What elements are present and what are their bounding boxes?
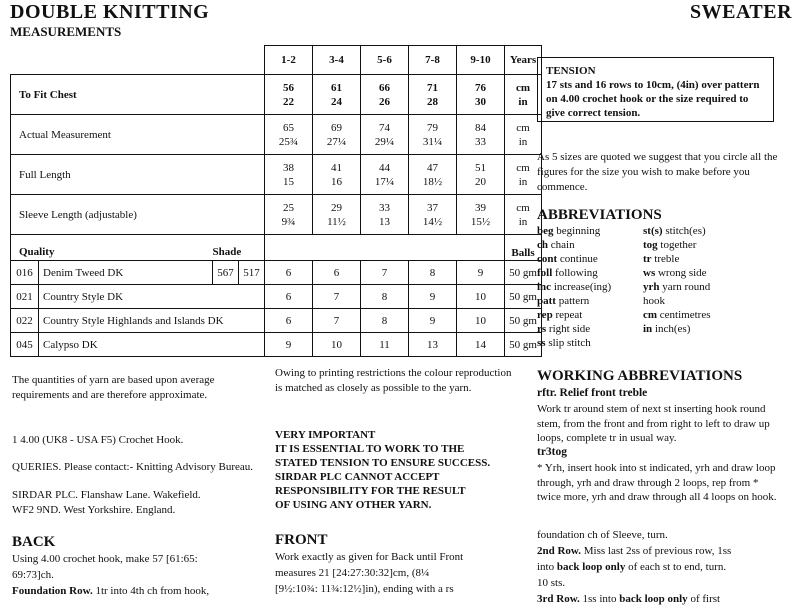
row-label: Actual Measurement [11,115,265,155]
list-item: foll following ws wrong side [537,267,707,279]
hook-note: 1 4.00 (UK8 - USA F5) Crochet Hook. [12,434,184,446]
size-header: 1-2 [265,46,313,75]
back-instructions: Using 4.00 crochet hook, make 57 [61:65: 69:73]ch. Foundation Row. 1tr into 4th ch from hook, [12,553,210,597]
rftr-title: rftr. Relief front treble [537,387,648,399]
years-header: Years [505,46,542,75]
table-row: 021 Country Style DK 6 7 8 9 10 50 gm [11,285,542,309]
address-line: SIRDAR PLC. Flanshaw Lane. Wakefield. [12,489,201,501]
sleeve-instructions: foundation ch of Sleeve, turn. 2nd Row. Miss last 2ss of previous row, 1ss into back loop only of each st to end, turn. 10 sts. 3rd Row. 1ss into back loop only of first [537,529,732,605]
list-item: inc increase(ing) yrh yarn round [537,281,711,293]
abbreviations-list [537,224,787,350]
garment-title: SWEATER [690,1,793,23]
tr3tog-title: tr3tog [537,446,568,458]
list-item: cont continue tr treble [537,253,680,265]
front-title: FRONT [275,532,328,548]
back-title: BACK [12,534,56,550]
row-label: Sleeve Length (adjustable) [11,195,265,235]
important-notice: VERY IMPORTANT IT IS ESSENTIAL TO WORK TO THE STATED TENSION TO ENSURE SUCCESS. SIRDAR PLC CANNOT ACCEPT RESPONSIBILITY FOR THE RESULT OF USING ANY OTHER YARN. [275,429,491,511]
tension-box [537,57,774,122]
tr3tog-body: * Yrh, insert hook into st indicated, yrh and draw loop through, yrh and draw through 2 loops, rep from * twice more, yrh and draw through all 4 loops on hook. [537,462,777,503]
table-row: Sleeve Length (adjustable) 25 9¾ 29 11½ 33 13 37 14½ 39 15½ cm in [11,195,542,235]
table-row: 016 Denim Tweed DK 567 517 6 6 7 8 9 50 gm [11,261,542,285]
printing-note: Owing to printing restrictions the colour reproduction is matched as closely as possible to the yarn. [275,367,512,394]
quantities-note: The quantities of yarn are based upon average requirements and are therefore approximate. [12,374,215,401]
list-item: rep repeat cm centimetres [537,309,711,321]
size-header: 3-4 [313,46,361,75]
table-row: To Fit Chest 56 22 61 24 66 26 71 28 76 30 cm in [11,75,542,115]
address-line: WF2 9ND. West Yorkshire. England. [12,504,176,516]
row-label: To Fit Chest [11,75,265,115]
list-item: rs right side in inch(es) [537,323,691,335]
working-abbreviations-title: WORKING ABBREVIATIONS [537,368,743,384]
balls-header: Balls [505,235,542,261]
size-header: 5-6 [361,46,409,75]
list-item: ch chain tog together [537,239,697,251]
table-row: Full Length 38 15 41 16 44 17¼ 47 18½ 51 20 cm in [11,155,542,195]
table-row: 045 Calypso DK 9 10 11 13 14 50 gm [11,333,542,357]
shade-header: Shade [213,235,265,261]
pattern-title: DOUBLE KNITTING [10,1,210,23]
table-row: 022 Country Style Highlands and Islands DK 6 7 8 9 10 50 gm [11,309,542,333]
queries-note: QUERIES. Please contact:- Knitting Advisory Bureau. [12,461,254,473]
tension-title: TENSION [546,65,596,77]
row-label: Full Length [11,155,265,195]
sizes-note: As 5 sizes are quoted we suggest that you circle all the figures for the size you wish to make before you commence. [537,151,778,193]
measurements-heading: MEASUREMENTS [10,24,122,39]
tension-body: 17 sts and 16 rows to 10cm, (4in) over pattern on 4.00 crochet hook or the size required to give correct tension. [546,79,760,119]
list-item: ss slip stitch [537,337,591,349]
table-row: Actual Measurement 65 25¾ 69 27¼ 74 29¼ 79 31¼ 84 33 cm in [11,115,542,155]
abbreviations-title: ABBREVIATIONS [537,207,662,223]
list-item: patt pattern hook [537,295,665,307]
quality-header: Quality [11,235,213,261]
size-header: 7-8 [409,46,457,75]
list-item: beg beginning st(s) stitch(es) [537,225,706,237]
front-instructions: Work exactly as given for Back until Front measures 21 [24:27:30:32]cm, (8¼ [9½:10¾: 11¾:12½]in), ending with a rs [275,551,464,595]
size-header: 9-10 [457,46,505,75]
rftr-body: Work tr around stem of next st inserting hook round stem, from the front and from right to left to draw up loops, complete tr in usual way. [537,403,770,444]
measurements-table [10,45,542,357]
